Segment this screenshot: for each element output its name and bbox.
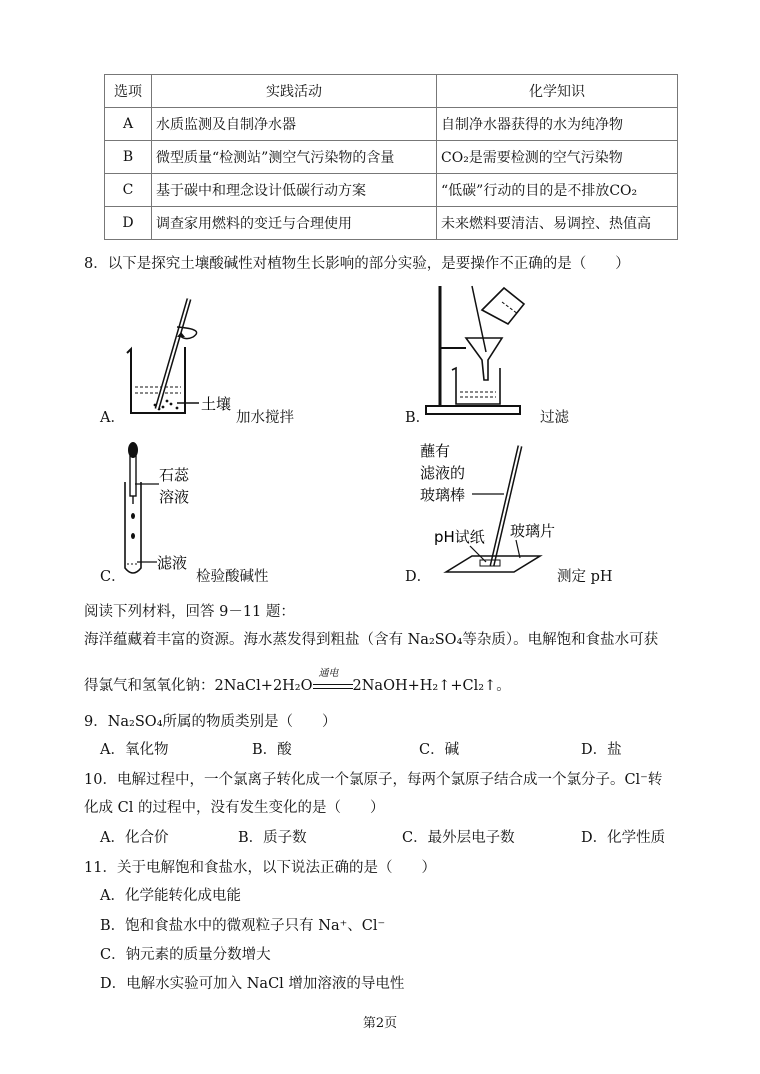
option-b-letter: B． bbox=[405, 410, 431, 426]
q11-option-c: C．钠元素的质量分数增大 bbox=[100, 947, 271, 963]
option-d-letter: D． bbox=[405, 569, 432, 585]
q10-stem-line-1: 10．电解过程中，一个氯离子转化成一个氯原子，每两个氯原子结合成一个氯分子。Cl⁻转 bbox=[84, 772, 663, 788]
option-c-caption: 检验酸碱性 bbox=[196, 569, 269, 585]
table-cell: “低碳”行动的目的是不排放CO₂ bbox=[437, 174, 678, 207]
equation-left: 得氯气和氢氧化钠：2NaCl+2H₂O bbox=[84, 678, 313, 694]
q10-option-a: A．化合价 bbox=[100, 830, 169, 846]
figure-d-ph-test bbox=[420, 440, 556, 580]
option-b-caption: 过滤 bbox=[540, 410, 569, 426]
option-d-caption: 测定 pH bbox=[557, 569, 613, 585]
reaction-arrow bbox=[313, 668, 353, 694]
rod-label-1: 蘸有 bbox=[420, 442, 451, 460]
table-row bbox=[105, 141, 678, 174]
q9-option-c: C．碱 bbox=[419, 742, 460, 758]
table-row bbox=[105, 108, 678, 141]
q9-option-d: D．盐 bbox=[581, 742, 622, 758]
option-c-letter: C． bbox=[100, 569, 126, 585]
table-cell: 调查家用燃料的变迁与合理使用 bbox=[152, 207, 437, 240]
table-cell: 未来燃料要清洁、易调控、热值高 bbox=[437, 207, 678, 240]
equation-right: 2NaOH+H₂↑+Cl₂↑。 bbox=[352, 678, 511, 694]
page-number: 第2页 bbox=[362, 1016, 398, 1031]
table-header-row bbox=[105, 75, 678, 108]
table-cell: 基于碳中和理念设计低碳行动方案 bbox=[152, 174, 437, 207]
header-cell: 选项 bbox=[105, 75, 152, 108]
litmus-label-2: 溶液 bbox=[159, 488, 190, 506]
q9-option-b: B．酸 bbox=[252, 742, 292, 758]
q11-option-b: B．饱和食盐水中的微观粒子只有 Na⁺、Cl⁻ bbox=[100, 918, 386, 934]
q10-option-c: C．最外层电子数 bbox=[402, 830, 515, 846]
q10-stem-line-2: 化成 Cl 的过程中，没有发生变化的是（ ） bbox=[84, 800, 385, 816]
table-row bbox=[105, 207, 678, 240]
rod-label-3: 玻璃棒 bbox=[420, 486, 466, 504]
option-a-caption: 加水搅拌 bbox=[236, 410, 294, 426]
ph-paper-label: pH试纸 bbox=[434, 528, 485, 546]
litmus-label-1: 石蕊 bbox=[159, 466, 190, 484]
q10-option-b: B．质子数 bbox=[238, 830, 307, 846]
q11-option-a: A．化学能转化成电能 bbox=[100, 888, 241, 904]
reaction-condition: 通电 bbox=[318, 668, 339, 679]
rod-label-2: 滤液的 bbox=[420, 464, 466, 482]
q9-option-a: A．氧化物 bbox=[100, 742, 169, 758]
reading-intro: 阅读下列材料，回答 9－11 题： bbox=[84, 604, 295, 620]
table-row bbox=[105, 174, 678, 207]
q10-option-d: D．化学性质 bbox=[581, 830, 666, 846]
table-cell: 水质监测及自制净水器 bbox=[152, 108, 437, 141]
figure-b-filtration bbox=[420, 280, 540, 420]
table-cell: 微型质量“检测站”测空气污染物的含量 bbox=[152, 141, 437, 174]
filtrate-label: 滤液 bbox=[157, 554, 188, 572]
q9-stem: 9．Na₂SO₄所属的物质类别是（ ） bbox=[84, 714, 337, 730]
table-cell: C bbox=[105, 174, 152, 207]
table-cell: A bbox=[105, 108, 152, 141]
soil-label: 土壤 bbox=[201, 395, 232, 413]
table-cell: CO₂是需要检测的空气污染物 bbox=[437, 141, 678, 174]
option-a-letter: A． bbox=[100, 410, 125, 426]
options-table bbox=[104, 74, 678, 240]
header-cell: 实践活动 bbox=[152, 75, 437, 108]
figure-c-litmus-test bbox=[115, 440, 200, 580]
glass-plate-label: 玻璃片 bbox=[510, 522, 556, 540]
reading-line-1: 海洋蕴藏着丰富的资源。海水蒸发得到粗盐（含有 Na₂SO₄等杂质）。电解饱和食盐水可获 bbox=[84, 632, 659, 648]
q8-stem: 8．以下是探究土壤酸碱性对植物生长影响的部分实验，是要操作不正确的是（ ） bbox=[84, 256, 630, 272]
reading-line-2 bbox=[84, 668, 511, 695]
table-cell: D bbox=[105, 207, 152, 240]
q11-option-d: D．电解水实验可加入 NaCl 增加溶液的导电性 bbox=[100, 976, 405, 992]
table-cell: 自制净水器获得的水为纯净物 bbox=[437, 108, 678, 141]
table-cell: B bbox=[105, 141, 152, 174]
q11-stem: 11．关于电解饱和食盐水，以下说法正确的是（ ） bbox=[84, 860, 436, 876]
header-cell: 化学知识 bbox=[437, 75, 678, 108]
figure-a-stirring bbox=[115, 285, 285, 420]
